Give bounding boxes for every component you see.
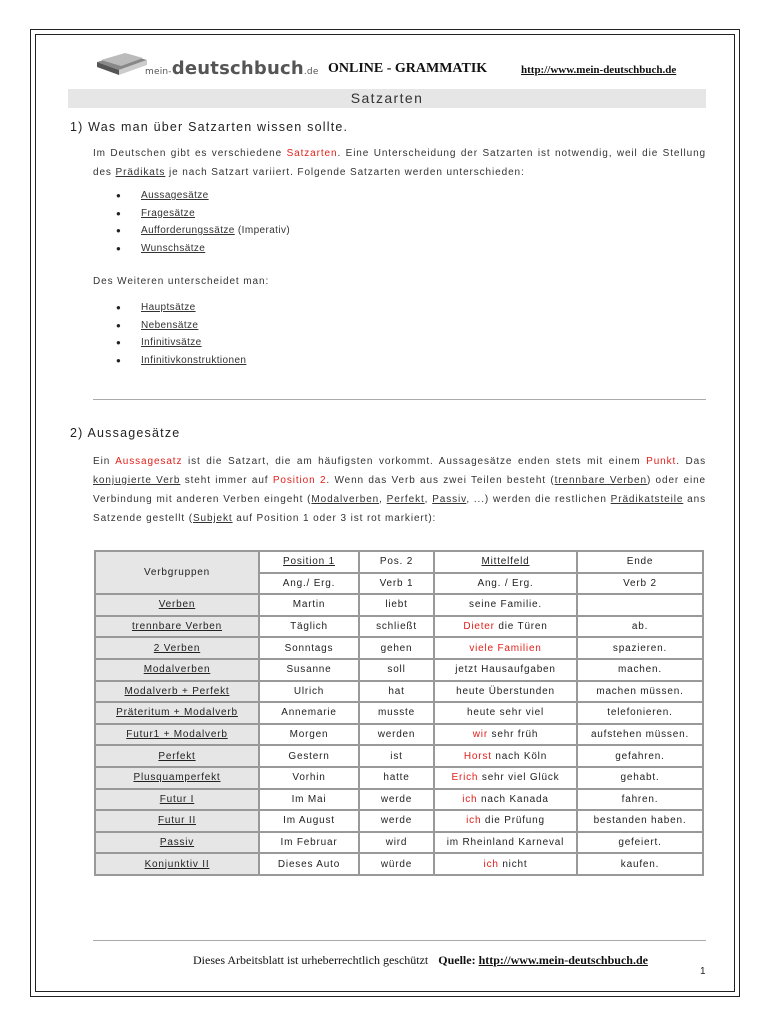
- mittelfeld-cell: viele Familien: [435, 638, 576, 658]
- position-1-cell: Im August: [260, 811, 358, 831]
- position-1-cell: Sonntags: [260, 638, 358, 658]
- mittelfeld-cell: wir sehr früh: [435, 725, 576, 745]
- sub-pos-2: Verb 1: [360, 574, 433, 594]
- mittelfeld-cell: heute sehr viel: [435, 703, 576, 723]
- section1-intro: Im Deutschen gibt es verschiedene Satzarten. Eine Unterscheidung der Satzarten ist notwendig, weil die Stellung des Prädikats je nach Satzart variiert. Folgende Satzarten werden unterschieden:: [93, 148, 706, 178]
- ende-cell: fahren.: [578, 790, 702, 810]
- list-item: [116, 334, 246, 352]
- header-url-link[interactable]: http://www.mein-deutschbuch.de: [521, 64, 677, 76]
- page-title: Satzarten: [68, 89, 706, 108]
- position-1-cell: Gestern: [260, 746, 358, 766]
- ende-cell: machen müssen.: [578, 682, 702, 702]
- link-fragesaetze[interactable]: Fragesätze: [141, 207, 196, 219]
- verbgruppe-link[interactable]: Präteritum + Modalverb: [96, 703, 258, 723]
- verbgruppe-link[interactable]: Verben: [96, 595, 258, 615]
- list-item: [116, 240, 290, 258]
- position-1-cell: Vorhin: [260, 768, 358, 788]
- mittelfeld-cell: Erich sehr viel Glück: [435, 768, 576, 788]
- page-header: [95, 44, 705, 84]
- mittelfeld-cell: im Rheinland Karneval: [435, 833, 576, 853]
- sub-position-1: Ang./ Erg.: [260, 574, 358, 594]
- link-praedikatsteile[interactable]: Prädikatsteile: [610, 494, 684, 505]
- list-item: [116, 352, 246, 370]
- footer: Dieses Arbeitsblatt ist urheberrechtlich geschützt Quelle: http://www.mein-deutschbuch.de: [193, 953, 648, 967]
- ende-cell: gefeiert.: [578, 833, 702, 853]
- footer-url-link[interactable]: http://www.mein-deutschbuch.de: [478, 953, 648, 967]
- link-subjekt[interactable]: Subjekt: [192, 513, 233, 524]
- position-2-cell: schließt: [360, 617, 433, 637]
- table-row: [96, 768, 702, 788]
- position-2-cell: soll: [360, 660, 433, 680]
- weiteres-text: Des Weiteren unterscheidet man:: [93, 276, 270, 287]
- position-2-cell: wird: [360, 833, 433, 853]
- verbgruppe-link[interactable]: Konjunktiv II: [96, 854, 258, 874]
- header-title: ONLINE - GRAMMATIK: [328, 61, 488, 76]
- position-2-cell: hat: [360, 682, 433, 702]
- book-icon: [95, 48, 149, 76]
- link-infinitivsaetze[interactable]: Infinitivsätze: [141, 337, 202, 348]
- verbgruppe-link[interactable]: Futur I: [96, 790, 258, 810]
- link-hauptsaetze[interactable]: Hauptsätze: [141, 302, 196, 313]
- link-infinitivkonstruktionen[interactable]: Infinitivkonstruktionen: [141, 354, 247, 366]
- position-1-cell: Im Mai: [260, 790, 358, 810]
- ende-cell: kaufen.: [578, 854, 702, 874]
- link-aufforderungssaetze[interactable]: Aufforderungssätze: [141, 225, 235, 236]
- mittelfeld-cell: ich nicht: [435, 854, 576, 874]
- verbgruppe-link[interactable]: Passiv: [96, 833, 258, 853]
- position-1-cell: Ulrich: [260, 682, 358, 702]
- mittelfeld-cell: jetzt Hausaufgaben: [435, 660, 576, 680]
- mittelfeld-cell: ich die Prüfung: [435, 811, 576, 831]
- list-item: [116, 205, 290, 223]
- mittelfeld-cell: ich nach Kanada: [435, 790, 576, 810]
- header-verbgruppen: Verbgruppen: [96, 552, 258, 593]
- table-row: [96, 833, 702, 853]
- sub-mittelfeld: Ang. / Erg.: [435, 574, 576, 594]
- table-header-row: [96, 552, 702, 572]
- page-number: 1: [700, 966, 706, 977]
- position-1-cell: Annemarie: [260, 703, 358, 723]
- mittelfeld-cell: seine Familie.: [435, 595, 576, 615]
- ende-cell: telefonieren.: [578, 703, 702, 723]
- ende-cell: machen.: [578, 660, 702, 680]
- footer-divider: [93, 940, 706, 941]
- position-2-cell: gehen: [360, 638, 433, 658]
- position-1-cell: Morgen: [260, 725, 358, 745]
- position-1-cell: Susanne: [260, 660, 358, 680]
- link-passiv[interactable]: Passiv: [432, 494, 467, 505]
- table-row: [96, 638, 702, 658]
- table-row: [96, 617, 702, 637]
- header-mittelfeld[interactable]: Mittelfeld: [435, 552, 576, 572]
- table-row: [96, 746, 702, 766]
- table-row: [96, 790, 702, 810]
- link-konjugiertes-verb[interactable]: konjugierte Verb: [93, 475, 181, 486]
- position-2-cell: würde: [360, 854, 433, 874]
- verbgruppe-link[interactable]: trennbare Verben: [96, 617, 258, 637]
- link-modalverben[interactable]: Modalverben: [311, 494, 380, 505]
- verbgruppe-link[interactable]: Modalverben: [96, 660, 258, 680]
- verbgruppen-table: [94, 550, 704, 876]
- position-2-cell: hatte: [360, 768, 433, 788]
- link-aussagesaetze[interactable]: Aussagesätze: [141, 190, 209, 201]
- ende-cell: bestanden haben.: [578, 811, 702, 831]
- position-2-cell: liebt: [360, 595, 433, 615]
- satztypen-list: [116, 299, 246, 369]
- ende-cell: [578, 595, 702, 615]
- table-row: [96, 854, 702, 874]
- header-ende: Ende: [578, 552, 702, 572]
- position-2-cell: werde: [360, 790, 433, 810]
- ende-cell: gefahren.: [578, 746, 702, 766]
- table-row: [96, 682, 702, 702]
- table-row: [96, 660, 702, 680]
- satzarten-list: [116, 187, 290, 257]
- ende-cell: aufstehen müssen.: [578, 725, 702, 745]
- ende-cell: spazieren.: [578, 638, 702, 658]
- ende-cell: ab.: [578, 617, 702, 637]
- position-2-cell: musste: [360, 703, 433, 723]
- list-item: [116, 317, 246, 335]
- list-item: [116, 299, 246, 317]
- section2-heading: 2) Aussagesätze: [70, 426, 181, 440]
- link-perfekt[interactable]: Perfekt: [386, 494, 425, 505]
- divider: [93, 399, 706, 400]
- position-1-cell: Dieses Auto: [260, 854, 358, 874]
- position-1-cell: Martin: [260, 595, 358, 615]
- verbgruppe-link[interactable]: Futur II: [96, 811, 258, 831]
- link-wunschsaetze[interactable]: Wunschsätze: [141, 242, 206, 254]
- position-1-cell: Im Februar: [260, 833, 358, 853]
- link-praedikat[interactable]: Prädikats: [115, 167, 166, 178]
- list-item: ● Aufforderungssätze (Imperativ): [116, 222, 290, 240]
- site-logo[interactable]: [95, 44, 319, 80]
- position-1-cell: Täglich: [260, 617, 358, 637]
- position-2-cell: ist: [360, 746, 433, 766]
- link-trennbare-verben[interactable]: trennbare Verben: [554, 475, 647, 486]
- verbgruppe-link[interactable]: Futur1 + Modalverb: [96, 725, 258, 745]
- mittelfeld-cell: Dieter die Türen: [435, 617, 576, 637]
- mittelfeld-cell: Horst nach Köln: [435, 746, 576, 766]
- list-item: [116, 187, 290, 205]
- link-nebensaetze[interactable]: Nebensätze: [141, 319, 199, 331]
- sub-ende: Verb 2: [578, 574, 702, 594]
- header-position-1[interactable]: Position 1: [260, 552, 358, 572]
- section1-heading: 1) Was man über Satzarten wissen sollte.: [70, 120, 349, 134]
- verbgruppe-link[interactable]: Plusquamperfekt: [96, 768, 258, 788]
- header-pos-2: Pos. 2: [360, 552, 433, 572]
- verbgruppe-link[interactable]: Perfekt: [96, 746, 258, 766]
- verbgruppe-link[interactable]: Modalverb + Perfekt: [96, 682, 258, 702]
- section2-paragraph: Ein Aussagesatz ist die Satzart, die am häufigsten vorkommt. Aussagesätze enden stets mit einem Punkt. Das konjugierte Verb steht immer auf Position 2. Wenn das Verb aus zwei Teilen besteht (trennbare Verben) oder eine Verbindung mit anderen Verben eingeht (Modalverben, Perfekt, Passiv, ...) werden die restlichen Prädikatsteile ans Satzende gestellt (Subjekt auf Position 1 oder 3 ist rot markiert):: [93, 456, 706, 524]
- logo-wordmark: mein-deutschbuch.de: [145, 58, 319, 79]
- table-row: [96, 595, 702, 615]
- table-row: [96, 811, 702, 831]
- ende-cell: gehabt.: [578, 768, 702, 788]
- table-row: [96, 703, 702, 723]
- position-2-cell: werden: [360, 725, 433, 745]
- mittelfeld-cell: heute Überstunden: [435, 682, 576, 702]
- position-2-cell: werde: [360, 811, 433, 831]
- table-row: [96, 725, 702, 745]
- verbgruppe-link[interactable]: 2 Verben: [96, 638, 258, 658]
